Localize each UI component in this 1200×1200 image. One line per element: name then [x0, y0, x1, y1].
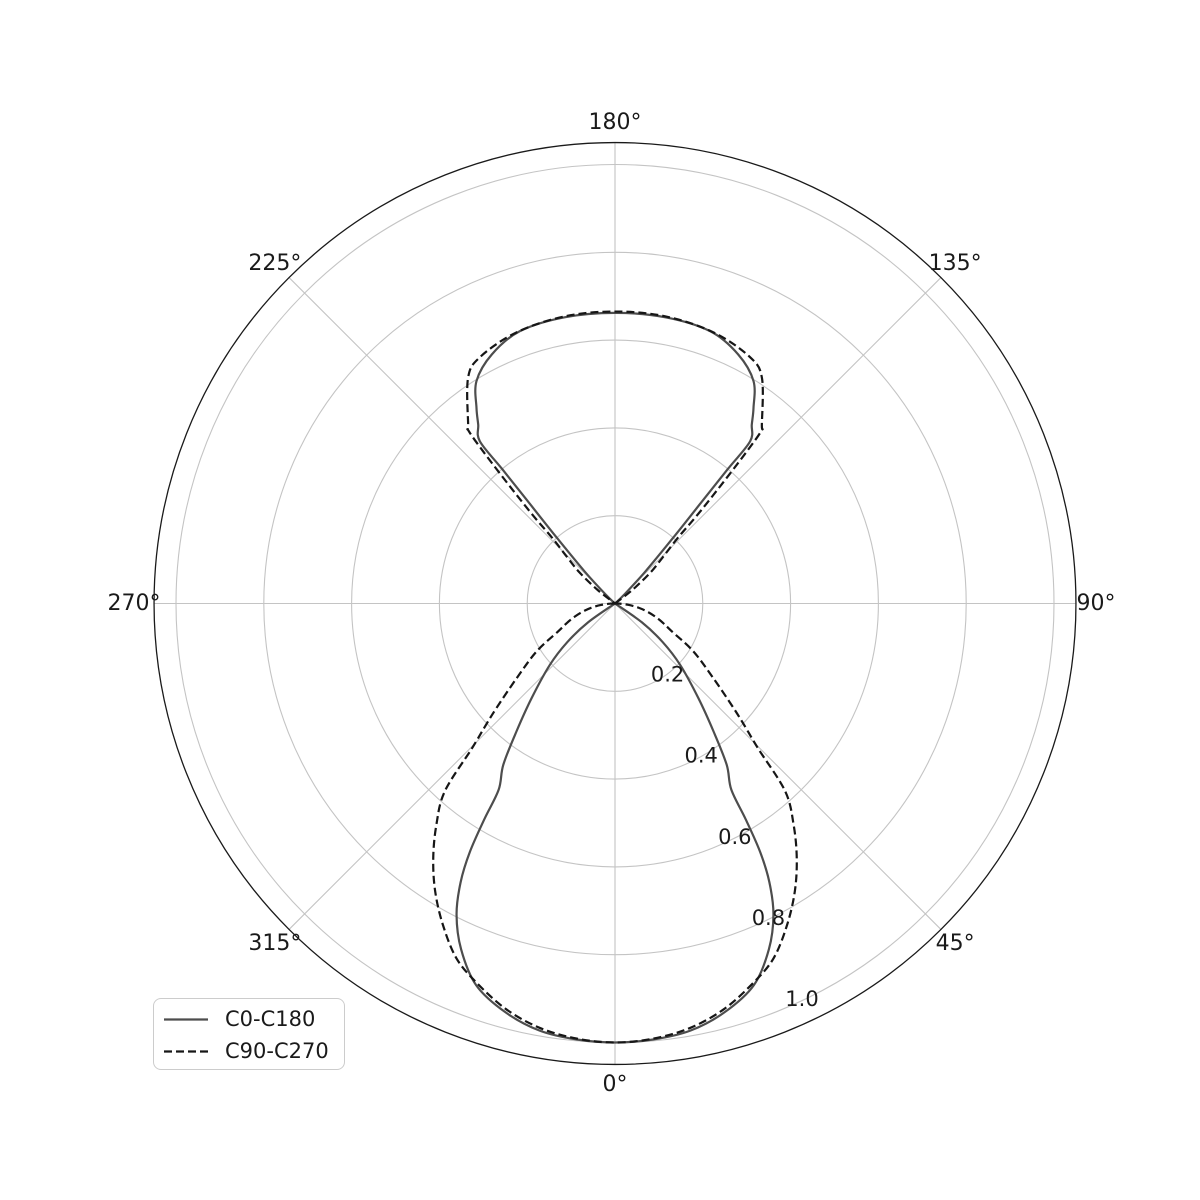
theta-tick-label-0: 0°: [602, 1072, 628, 1097]
theta-tick-label-225: 225°: [248, 250, 302, 276]
r-tick-label-0.4: 0.4: [684, 743, 718, 768]
theta-gridline-135: [615, 278, 941, 604]
r-tick-label-0.8: 0.8: [751, 905, 786, 930]
theta-tick-label-90: 90°: [1076, 591, 1116, 616]
theta-gridline-45: [615, 604, 941, 930]
theta-tick-label-180: 180°: [588, 110, 642, 135]
r-tick-label-0.6: 0.6: [718, 824, 752, 849]
legend-row-c0-c180: [163, 1003, 344, 1035]
legend-label-c90-c270: C90-C270: [225, 1038, 329, 1063]
theta-gridline-315: [289, 604, 615, 930]
theta-tick-label-315: 315°: [248, 931, 302, 957]
theta-tick-label-270: 270°: [107, 591, 161, 616]
r-tick-label-0.2: 0.2: [650, 662, 685, 687]
r-tick-label-1.0: 1.0: [785, 987, 819, 1012]
theta-tick-label-135: 135°: [928, 250, 982, 276]
legend-row-c90-c270: [163, 1035, 344, 1067]
legend-solid-line-sample: [163, 1017, 209, 1022]
legend-dashed-line-sample: [163, 1049, 209, 1054]
legend-label-c0-c180: C0-C180: [225, 1006, 316, 1031]
legend: [153, 998, 345, 1070]
theta-tick-label-45: 45°: [935, 931, 975, 957]
